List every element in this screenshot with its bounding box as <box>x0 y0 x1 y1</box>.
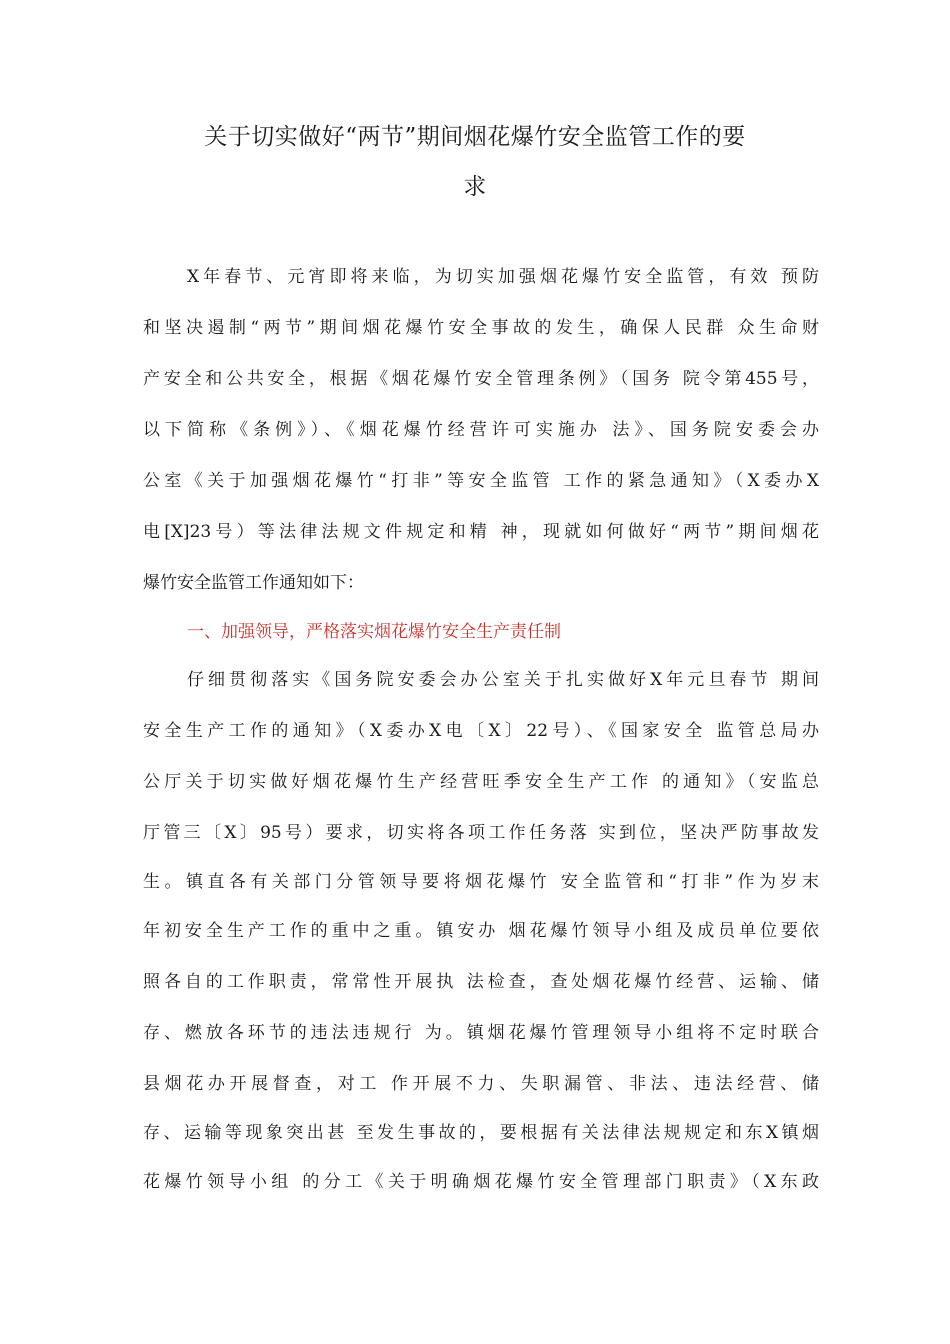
paragraph-line: 公厅关于切实做好烟花爆竹生产经营旺季安全生产工作 的通知》（安监总 <box>143 772 819 792</box>
paragraph-line: 花爆竹领导小组 的分工《关于明确烟花爆竹安全管理部门职责》（X东政 <box>143 1172 819 1192</box>
paragraph-line: 生。镇直各有关部门分管领导要将烟花爆竹 安全监管和“打非”作为岁末 <box>143 872 819 892</box>
document-title-line-2: 求 <box>463 174 487 200</box>
paragraph-line: 公室《关于加强烟花爆竹“打非”等安全监管 工作的紧急通知》（X委办X <box>143 471 819 491</box>
paragraph-line: 仔细贯彻落实《国务院安委会办公室关于扎实做好X年元旦春节 期间 <box>187 670 819 690</box>
document-title-line-1: 关于切实做好“两节”期间烟花爆竹安全监管工作的要 <box>204 124 746 150</box>
paragraph-line: 厅管三〔X〕95号）要求，切实将各项工作任务落 实到位，坚决严防事故发 <box>143 823 819 843</box>
paragraph-line: 产安全和公共安全，根据《烟花爆竹安全管理条例》（国务 院令第455号， <box>143 369 819 389</box>
section-1-heading: 一、加强领导，严格落实烟花爆竹安全生产责任制 <box>187 622 561 642</box>
paragraph-line: 以下简称《条例》）、《烟花爆竹经营许可实施办 法》、国务院安委会办 <box>143 420 819 440</box>
paragraph-line: 爆竹安全监管工作通知如下： <box>143 573 364 593</box>
paragraph-line: 县烟花办开展督查，对工 作开展不力、失职漏管、非法、违法经营、储 <box>143 1074 819 1094</box>
paragraph-line: X年春节、元宵即将来临，为切实加强烟花爆竹安全监管，有效 预防 <box>187 267 819 287</box>
paragraph-line: 照各自的工作职责，常常性开展执 法检查，查处烟花爆竹经营、运输、储 <box>143 972 819 992</box>
paragraph-line: 存、燃放各环节的违法违规行 为。镇烟花爆竹管理领导小组将不定时联合 <box>143 1023 819 1043</box>
paragraph-line: 安全生产工作的通知》（X委办X电〔X〕22号）、《国家安全 监管总局办 <box>143 721 819 741</box>
paragraph-line: 存、运输等现象突出甚 至发生事故的，要根据有关法律法规规定和东X镇烟 <box>143 1123 819 1143</box>
paragraph-line: 年初安全生产工作的重中之重。镇安办 烟花爆竹领导小组及成员单位要依 <box>143 921 819 941</box>
paragraph-line: 电[X]23号）等法律法规文件规定和精 神，现就如何做好“两节”期间烟花 <box>143 522 819 542</box>
paragraph-line: 和坚决遏制“两节”期间烟花爆竹安全事故的发生，确保人民群 众生命财 <box>143 318 819 338</box>
